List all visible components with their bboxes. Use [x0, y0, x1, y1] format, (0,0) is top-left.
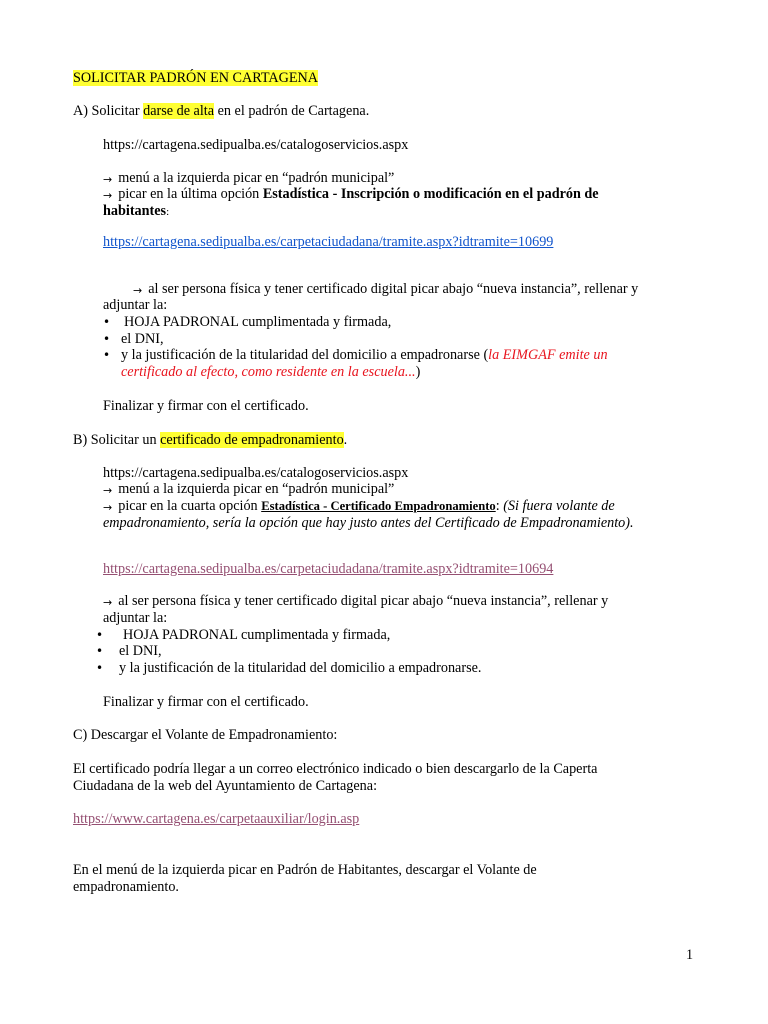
section-c-paragraph1-line1: El certificado podría llegar a un correo electrónico indicado o bien descargarlo de la Caperta	[73, 761, 598, 777]
section-a-catalog-url: https://cartagena.sedipualba.es/catalogoservicios.aspx	[103, 137, 409, 153]
bullet-icon: •	[103, 315, 111, 329]
bullet-icon: •	[96, 644, 104, 658]
section-a-heading: A) Solicitar darse de alta en el padrón de Cartagena.	[73, 103, 370, 119]
section-c-login-link[interactable]: https://www.cartagena.es/carpetaauxiliar/login.asp	[73, 811, 360, 827]
page-number: 1	[686, 947, 694, 963]
section-b-heading: B) Solicitar un certificado de empadronamiento.	[73, 432, 348, 448]
section-b-step1: → menú a la izquierda picar en “padrón municipal”	[103, 481, 395, 497]
section-c-paragraph1-line2: Ciudadana de la web del Ayuntamiento de Cartagena:	[73, 778, 378, 794]
list-item: el DNI,	[119, 643, 162, 659]
bullet-icon: •	[103, 332, 111, 346]
arrow-right-icon: →	[103, 484, 113, 497]
bullet-icon: •	[103, 348, 111, 362]
section-b-step3-line1: → al ser persona física y tener certificado digital picar abajo “nueva instancia”, rellenar y	[103, 593, 609, 609]
list-item: HOJA PADRONAL cumplimentada y firmada,	[123, 627, 391, 643]
section-b-finalize: Finalizar y firmar con el certificado.	[103, 694, 309, 710]
section-a-tramite-link[interactable]: https://cartagena.sedipualba.es/carpetaciudadana/tramite.aspx?idtramite=10699	[103, 234, 554, 250]
arrow-right-icon: →	[133, 284, 143, 297]
arrow-right-icon: →	[103, 173, 113, 186]
section-b-highlight: certificado de empadronamiento	[160, 432, 344, 448]
section-c-paragraph2-line1: En el menú de la izquierda picar en Padrón de Habitantes, descargar el Volante de	[73, 862, 537, 878]
bullet-icon: •	[96, 661, 104, 675]
section-a-step1: → menú a la izquierda picar en “padrón municipal”	[103, 170, 395, 186]
section-b-step2: → picar en la cuarta opción Estadística - Certificado Empadronamiento: (Si fuera volante de	[103, 498, 615, 514]
section-a-step3-line2: adjuntar la:	[103, 297, 168, 313]
list-item-cont: certificado al efecto, como residente en la escuela...)	[121, 364, 421, 380]
section-c-heading: C) Descargar el Volante de Empadronamiento:	[73, 727, 338, 743]
section-a-highlight: darse de alta	[143, 103, 215, 119]
list-item: HOJA PADRONAL cumplimentada y firmada,	[124, 314, 392, 330]
section-a-step3-line1: → al ser persona física y tener certificado digital picar abajo “nueva instancia”, rellenar y	[133, 281, 639, 297]
arrow-right-icon: →	[103, 189, 113, 202]
section-c-paragraph2-line2: empadronamiento.	[73, 879, 179, 895]
section-b-catalog-url: https://cartagena.sedipualba.es/catalogoservicios.aspx	[103, 465, 409, 481]
document-title: SOLICITAR PADRÓN EN CARTAGENA	[73, 70, 319, 86]
bullet-icon: •	[96, 628, 104, 642]
section-a-step2: → picar en la última opción Estadística - Inscripción o modificación en el padrón de	[103, 186, 599, 202]
list-item: y la justificación de la titularidad del domicilio a empadronarse.	[119, 660, 482, 676]
arrow-right-icon: →	[103, 596, 113, 609]
section-b-tramite-link[interactable]: https://cartagena.sedipualba.es/carpetaciudadana/tramite.aspx?idtramite=10694	[103, 561, 554, 577]
arrow-right-icon: →	[103, 501, 113, 514]
section-b-step2-cont: empadronamiento, sería la opción que hay justo antes del Certificado de Empadronamiento).	[103, 515, 634, 531]
section-b-step3-line2: adjuntar la:	[103, 610, 168, 626]
section-a-step2-cont: habitantes:	[103, 203, 170, 219]
list-item: el DNI,	[121, 331, 164, 347]
section-a-finalize: Finalizar y firmar con el certificado.	[103, 398, 309, 414]
list-item: y la justificación de la titularidad del domicilio a empadronarse (la EIMGAF emite un	[121, 347, 608, 363]
